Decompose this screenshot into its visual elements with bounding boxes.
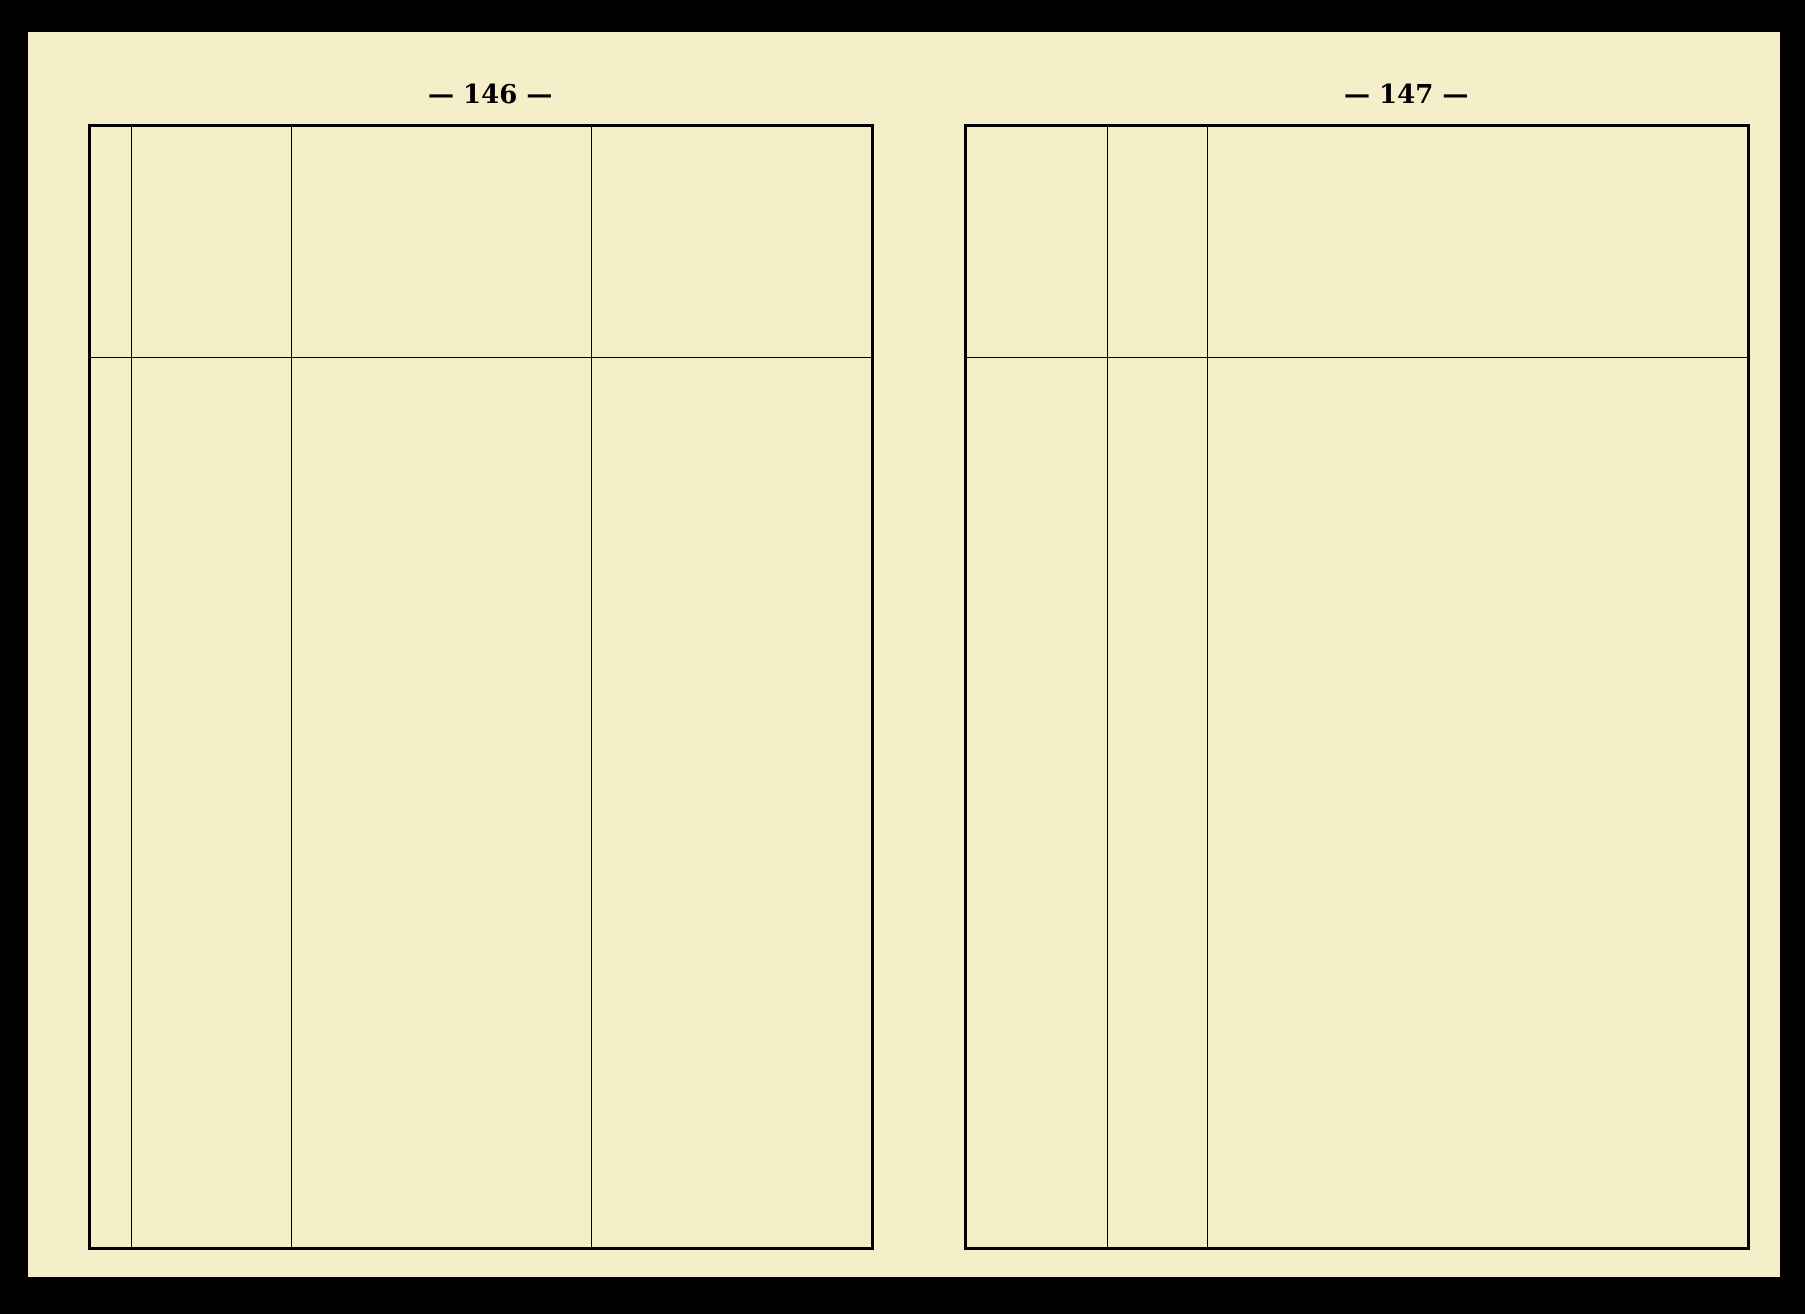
teachers-table [964,124,1750,1250]
left-page [28,32,904,1277]
right-page [904,32,1780,1277]
book-spread [28,32,1780,1277]
page-number: — 147 — [1344,80,1469,110]
expenses-table [88,124,874,1250]
page-number: — 146 — [428,80,553,110]
